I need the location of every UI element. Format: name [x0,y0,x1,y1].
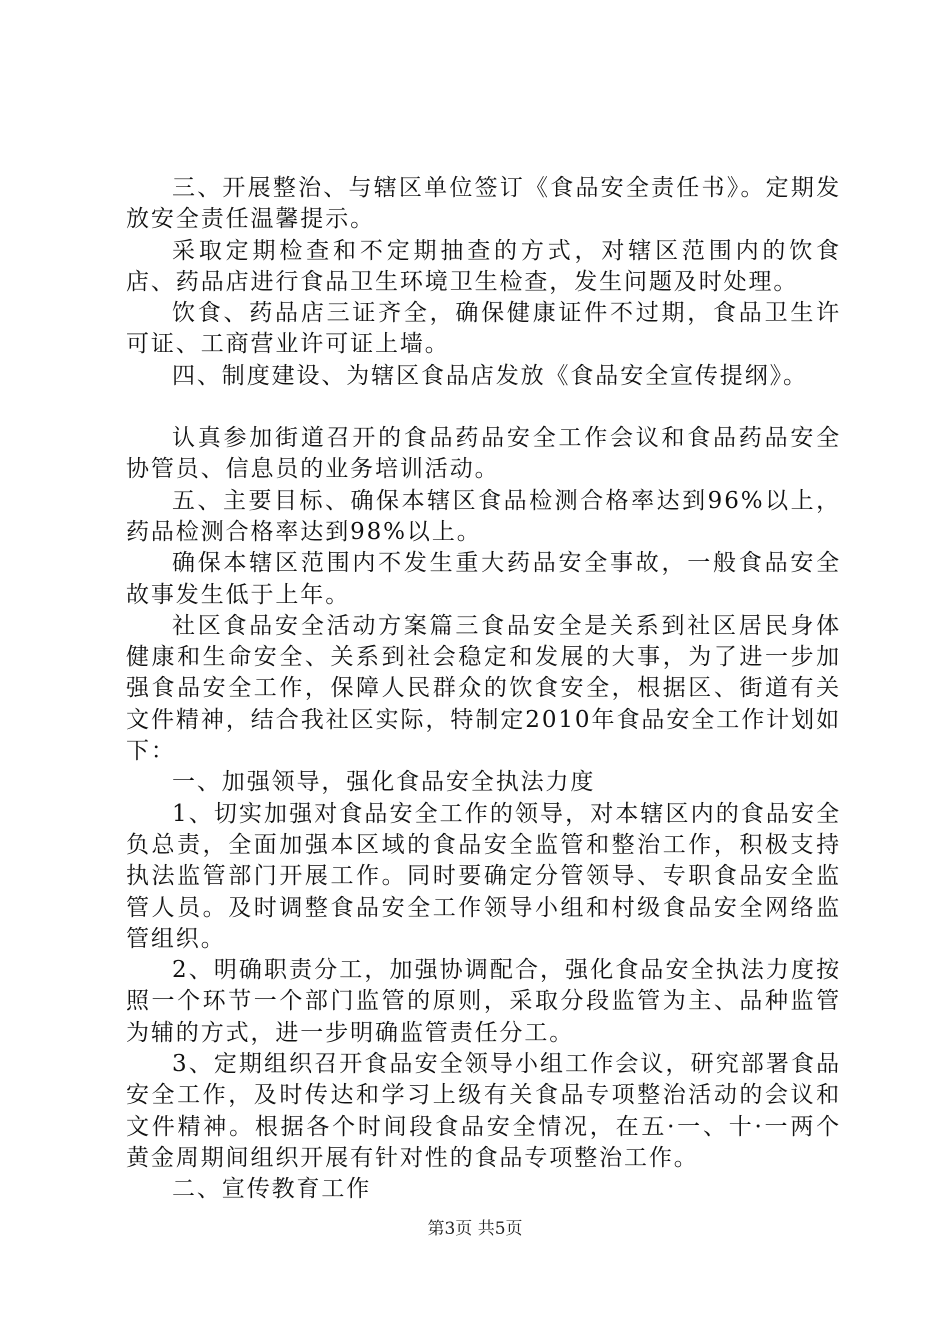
paragraph-meetings: 认真参加街道召开的食品药品安全工作会议和食品药品安全协管员、信息员的业务培训活动。 [126,425,841,483]
paragraph-no-accidents: 确保本辖区范围内不发生重大药品安全事故，一般食品安全故事发生低于上年。 [126,550,841,608]
paragraph-item-1: 1、切实加强对食品安全工作的领导，对本辖区内的食品安全负总责，全面加强本区域的食品安全监管和整治工作，积极支持执法监管部门开展工作。同时要确定分管领导、专职食品安全监管人员。及时调整食品安全工作领导小组和村级食品安全网络监管组织。 [126,800,841,952]
paragraph-item-3: 3、定期组织召开食品安全领导小组工作会议，研究部署食品安全工作，及时传达和学习上级有关食品专项整治活动的会议和文件精神。根据各个时间段食品安全情况，在五·一、十·一两个黄金周期间组织开展有针对性的食品专项整治工作。 [126,1051,841,1171]
paragraph-section-five: 五、主要目标、确保本辖区食品检测合格率达到96%以上，药品检测合格率达到98%以上。 [126,487,841,545]
paragraph-inspection: 采取定期检查和不定期抽查的方式，对辖区范围内的饮食店、药品店进行食品卫生环境卫生检查，发生问题及时处理。 [126,237,841,295]
heading-strengthen-leadership: 一、加强领导，强化食品安全执法力度 [172,769,596,796]
heading-publicity-education: 二、宣传教育工作 [172,1176,372,1203]
paragraph-certificates: 饮食、药品店三证齐全，确保健康证件不过期，食品卫生许可证、工商营业许可证上墙。 [126,300,841,358]
paragraph-section-three: 三、开展整治、与辖区单位签订《食品安全责任书》。定期发放安全责任温馨提示。 [126,175,841,233]
page-footer: 第3页 共5页 [427,1219,523,1239]
paragraph-plan-intro: 社区食品安全活动方案篇三食品安全是关系到社区居民身体健康和生命安全、关系到社会稳定和发展的大事，为了进一步加强食品安全工作，保障人民群众的饮食安全，根据区、街道有关文件精神，结合我社区实际，特制定2010年食品安全工作计划如下： [126,612,841,765]
paragraph-section-four: 四、制度建设、为辖区食品店发放《食品安全宣传提纲》。 [172,362,808,389]
paragraph-item-2: 2、明确职责分工，加强协调配合，强化食品安全执法力度按照一个环节一个部门监管的原则，采取分段监管为主、品种监管为辅的方式，进一步明确监管责任分工。 [126,957,841,1046]
document-body [126,173,841,1206]
